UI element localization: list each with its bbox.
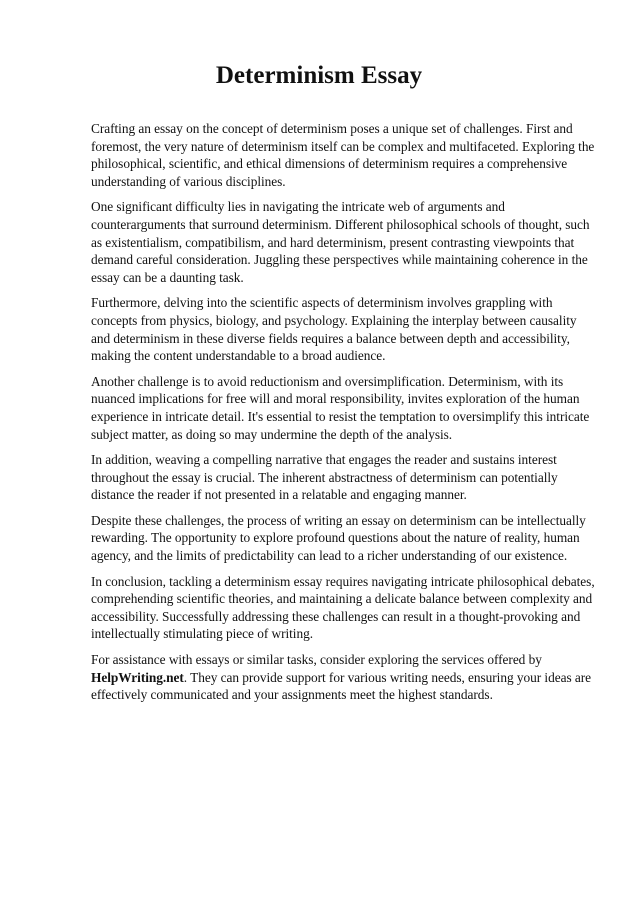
paragraph-2: One significant difficulty lies in navigating the intricate web of arguments and counterarguments that surround determinism. Different philosophical schools of thought, such as existentialism, compatibilism, and hard determinism, present contrasting viewpoints that demand careful consideration. Juggling these perspectives while maintaining coherence in the essay can be a daunting task. [91, 199, 590, 285]
paragraph-5: In addition, weaving a compelling narrative that engages the reader and sustains interest throughout the essay is crucial. The inherent abstractness of determinism can potentially distance the reader if not presented in a relatable and engaging manner. [91, 452, 558, 503]
helpwriting-link[interactable]: HelpWriting.net [91, 669, 184, 685]
paragraph-3: Furthermore, delving into the scientific aspects of determinism involves grappling with concepts from physics, biology, and psychology. Explaining the interplay between causality and determinism in these diverse fields requires a balance between depth and accessibility, making the content understandable to a broad audience. [91, 295, 577, 364]
document-title: Determinism Essay [215, 62, 423, 89]
paragraph-6: Despite these challenges, the process of writing an essay on determinism can be intellectually rewarding. The opportunity to explore profound questions about the nature of reality, human agency, and the limits of predictability can lead to a richer understanding of our existence. [91, 512, 586, 564]
closing-lead-text: For assistance with essays or similar tasks, consider exploring the services offered by [91, 652, 542, 668]
closing-paragraph [91, 651, 595, 704]
document-body [91, 120, 595, 712]
paragraph-1: Crafting an essay on the concept of determinism poses a unique set of challenges. First and foremost, the very nature of determinism itself can be complex and multifaceted. Exploring the philosophical, scientific, and ethical dimensions of determinism requires a comprehensive understanding of various disciplines. [91, 121, 595, 189]
closing-tail-text: . They can provide support for various writing needs, ensuring your ideas are effectively communicated and your assignments meet the highest standards. [91, 669, 592, 703]
paragraph-7: In conclusion, tackling a determinism essay requires navigating intricate philosophical debates, comprehending scientific theories, and maintaining a delicate balance between complexity and accessibility. Successfully addressing these challenges can result in a thought-provoking and intellectually stimulating piece of writing. [91, 573, 595, 642]
paragraph-4: Another challenge is to avoid reductionism and oversimplification. Determinism, with its nuanced implications for free will and moral responsibility, invites exploration of the human experience in intricate detail. It's essential to resist the temptation to oversimplify this intricate subject matter, as doing so may undermine the depth of the analysis. [91, 373, 590, 442]
